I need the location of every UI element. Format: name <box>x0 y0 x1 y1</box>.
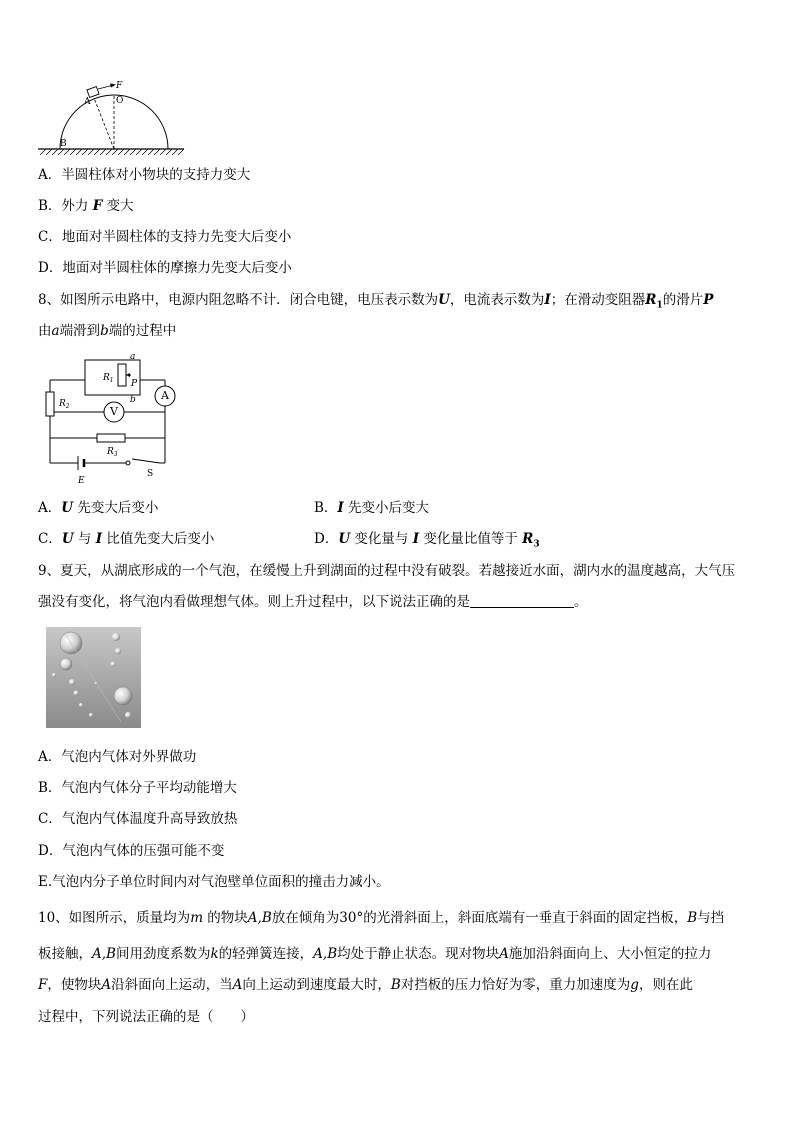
q10-stem-line4: 过程中，下列说法正确的是（ ） <box>38 1009 254 1025</box>
q8-stem-line2: 由a端滑到b端的过程中 <box>38 323 177 339</box>
answer-blank[interactable] <box>470 593 574 608</box>
bubbles-photo <box>46 627 141 728</box>
q9-option-d[interactable]: D．气泡内气体的压强可能不变 <box>38 843 225 859</box>
point-a-label: A <box>84 97 91 107</box>
q8-option-b[interactable]: B．I 先变小后变大 <box>314 500 430 516</box>
q10-stem-line1: 10、如图所示，质量均为m 的物块A,B放在倾角为30°的光滑斜面上，斜面底端有一垂直于斜面的固定挡板，B与挡 <box>38 910 725 926</box>
r2-label: $R_2$ <box>59 399 70 410</box>
q7-option-c[interactable]: C．地面对半圆柱体的支持力先变大后变小 <box>38 229 292 245</box>
q8-option-d[interactable]: D．U 变化量与 I 变化量比值等于 $R_3$ <box>314 531 540 550</box>
voltmeter-label: V <box>110 405 118 418</box>
q9-option-a[interactable]: A．气泡内气体对外界做功 <box>38 749 197 765</box>
q7-option-b[interactable]: B．外力 F 变大 <box>38 198 134 214</box>
q7-option-d[interactable]: D．地面对半圆柱体的摩擦力先变大后变小 <box>38 260 292 276</box>
q10-stem-line2: 板接触，A,B间用劲度系数为k的轻弹簧连接，A,B均处于静止状态。现对物块A施加沿斜面向上、大小恒定的拉力 <box>38 946 712 962</box>
point-o-label: O <box>116 96 124 106</box>
emf-label: E <box>78 476 85 486</box>
r3-label: $R_3$ <box>107 447 118 458</box>
force-label: F <box>116 81 123 91</box>
q10-stem-line3: F，使物块A沿斜面向上运动，当A向上运动到速度最大时，B对挡板的压力恰好为零，重力加速度为g，则在此 <box>38 977 693 993</box>
q8-option-a[interactable]: A．U 先变大后变小 <box>38 500 159 516</box>
circuit-diagram <box>40 350 190 490</box>
terminal-a-label: a <box>130 352 136 362</box>
r1-label: $R_1$ <box>103 373 114 384</box>
q7-option-a[interactable]: A．半圆柱体对小物块的支持力变大 <box>38 167 251 183</box>
q8-option-c[interactable]: C．U 与 I 比值先变大后变小 <box>38 531 215 547</box>
q9-stem-line1: 9、夏天，从湖底形成的一个气泡，在缓慢上升到湖面的过程中没有破裂。若越接近水面，湖内水的温度越高，大气压 <box>38 563 736 579</box>
semicylinder-figure <box>36 80 186 155</box>
q9-option-c[interactable]: C．气泡内气体温度升高导致放热 <box>38 811 238 827</box>
ammeter-label: A <box>161 389 169 402</box>
q9-option-b[interactable]: B．气泡内气体分子平均动能增大 <box>38 780 237 796</box>
terminal-b-label: b <box>130 395 136 405</box>
point-b-label: B <box>60 139 67 149</box>
q9-option-e[interactable]: E.气泡内分子单位时间内对气泡壁单位面积的撞击力减小。 <box>38 874 390 890</box>
q9-stem-line2: 强没有变化，将气泡内看做理想气体。则上升过程中，以下说法正确的是 。 <box>38 594 588 610</box>
slider-p-label: P <box>131 379 138 389</box>
q8-stem-line1: 8、如图所示电路中，电源内阻忽略不计．闭合电键，电压表示数为U，电流表示数为I；在滑动变阻器$R_1$的滑片P <box>38 292 714 311</box>
switch-label: S <box>147 469 154 479</box>
